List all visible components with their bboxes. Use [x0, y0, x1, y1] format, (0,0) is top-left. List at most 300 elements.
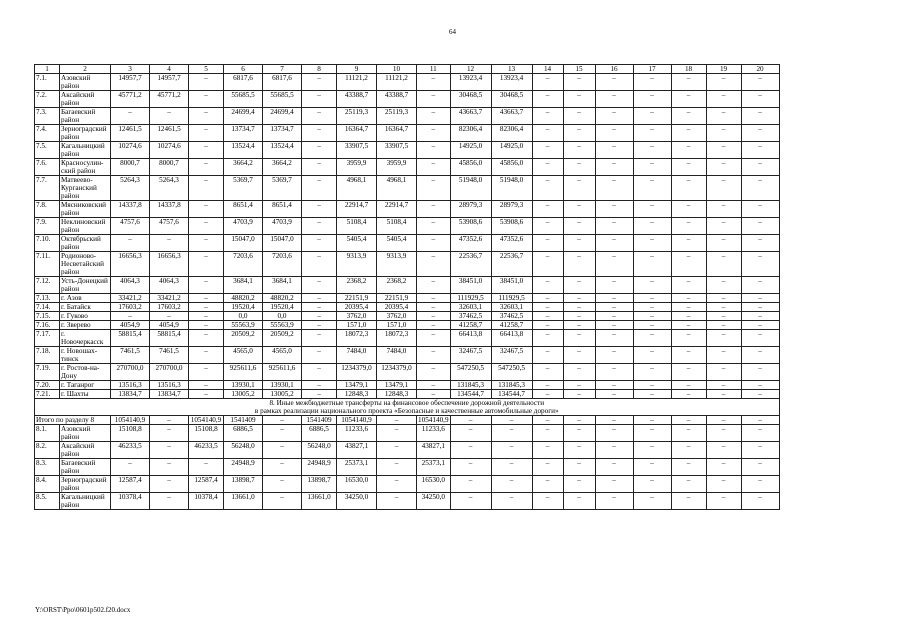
- value-cell: –: [633, 235, 671, 252]
- municipality-name: Октябрьский район: [60, 235, 111, 252]
- value-cell: –: [377, 476, 417, 493]
- value-cell: 7461,5: [111, 347, 150, 364]
- value-cell: 925611,6: [224, 364, 263, 381]
- column-number: 19: [706, 65, 741, 74]
- total-label: Итого по разделу 8: [35, 416, 111, 425]
- value-cell: 7484,0: [337, 347, 377, 364]
- value-cell: –: [595, 416, 633, 425]
- value-cell: 3959,9: [337, 159, 377, 176]
- value-cell: 547250,5: [450, 364, 491, 381]
- value-cell: –: [671, 159, 706, 176]
- value-cell: –: [150, 312, 189, 321]
- value-cell: –: [595, 364, 633, 381]
- value-cell: –: [189, 74, 224, 91]
- value-cell: 47352,6: [491, 235, 532, 252]
- value-cell: 8651,4: [263, 201, 302, 218]
- value-cell: –: [302, 159, 337, 176]
- value-cell: –: [706, 125, 741, 142]
- value-cell: –: [633, 142, 671, 159]
- value-cell: –: [532, 176, 563, 201]
- value-cell: –: [491, 425, 532, 442]
- value-cell: 270700,0: [150, 364, 189, 381]
- value-cell: –: [671, 321, 706, 330]
- value-cell: 37462,5: [491, 312, 532, 321]
- value-cell: 5264,3: [150, 176, 189, 201]
- value-cell: 82306,4: [491, 125, 532, 142]
- value-cell: –: [706, 235, 741, 252]
- value-cell: 7203,6: [224, 252, 263, 277]
- municipality-name: Зерноградский район: [60, 476, 111, 493]
- value-cell: –: [671, 277, 706, 294]
- value-cell: –: [532, 330, 563, 347]
- table-row: [35, 294, 780, 303]
- value-cell: 20509,2: [263, 330, 302, 347]
- value-cell: 34250,0: [417, 493, 451, 510]
- value-cell: –: [671, 493, 706, 510]
- value-cell: –: [563, 425, 595, 442]
- value-cell: –: [263, 493, 302, 510]
- table-row: [35, 312, 780, 321]
- value-cell: 13898,7: [224, 476, 263, 493]
- value-cell: –: [111, 459, 150, 476]
- value-cell: –: [741, 74, 779, 91]
- value-cell: –: [189, 218, 224, 235]
- value-cell: 13898,7: [302, 476, 337, 493]
- value-cell: –: [706, 425, 741, 442]
- municipality-name: г. Гуково: [60, 312, 111, 321]
- value-cell: 58815,4: [150, 330, 189, 347]
- value-cell: –: [741, 159, 779, 176]
- value-cell: –: [189, 347, 224, 364]
- value-cell: –: [563, 108, 595, 125]
- value-cell: 13834,7: [150, 390, 189, 399]
- value-cell: –: [532, 235, 563, 252]
- value-cell: –: [671, 294, 706, 303]
- value-cell: –: [532, 476, 563, 493]
- value-cell: –: [595, 235, 633, 252]
- value-cell: –: [189, 312, 224, 321]
- column-number: 16: [595, 65, 633, 74]
- value-cell: 4703,9: [263, 218, 302, 235]
- value-cell: –: [417, 125, 451, 142]
- value-cell: –: [633, 330, 671, 347]
- value-cell: –: [633, 312, 671, 321]
- value-cell: –: [563, 312, 595, 321]
- value-cell: –: [563, 159, 595, 176]
- value-cell: 66413,8: [491, 330, 532, 347]
- table-row: [35, 159, 780, 176]
- value-cell: –: [563, 294, 595, 303]
- value-cell: 13930,1: [224, 381, 263, 390]
- value-cell: 4757,6: [111, 218, 150, 235]
- value-cell: 20395,4: [337, 303, 377, 312]
- row-number: 8.3.: [35, 459, 60, 476]
- value-cell: 3762,0: [377, 312, 417, 321]
- value-cell: –: [633, 381, 671, 390]
- value-cell: –: [563, 442, 595, 459]
- value-cell: –: [706, 74, 741, 91]
- value-cell: –: [706, 277, 741, 294]
- value-cell: 4703,9: [224, 218, 263, 235]
- value-cell: –: [150, 476, 189, 493]
- value-cell: 14925,0: [491, 142, 532, 159]
- value-cell: 15108,8: [189, 425, 224, 442]
- column-number: 11: [417, 65, 451, 74]
- section-heading-line-1: 8. Иные межбюджетные трансферты на финансовое обеспечение дорожной деятельности: [269, 399, 545, 407]
- value-cell: 1234379,0: [337, 364, 377, 381]
- row-number: 7.4.: [35, 125, 60, 142]
- value-cell: –: [633, 125, 671, 142]
- value-cell: –: [532, 425, 563, 442]
- value-cell: –: [595, 321, 633, 330]
- value-cell: –: [741, 364, 779, 381]
- value-cell: 22914,7: [377, 201, 417, 218]
- value-cell: 12848,3: [377, 390, 417, 399]
- row-number: 7.9.: [35, 218, 60, 235]
- value-cell: –: [595, 312, 633, 321]
- value-cell: –: [302, 347, 337, 364]
- value-cell: –: [671, 91, 706, 108]
- value-cell: –: [595, 218, 633, 235]
- value-cell: 43827,1: [417, 442, 451, 459]
- column-number: 18: [671, 65, 706, 74]
- value-cell: –: [189, 321, 224, 330]
- value-cell: –: [189, 235, 224, 252]
- value-cell: –: [302, 142, 337, 159]
- value-cell: 3664,2: [224, 159, 263, 176]
- value-cell: –: [532, 390, 563, 399]
- value-cell: –: [450, 416, 491, 425]
- value-cell: 20395,4: [377, 303, 417, 312]
- value-cell: –: [633, 201, 671, 218]
- value-cell: –: [302, 390, 337, 399]
- value-cell: –: [302, 74, 337, 91]
- value-cell: –: [532, 321, 563, 330]
- value-cell: –: [595, 330, 633, 347]
- value-cell: –: [563, 330, 595, 347]
- value-cell: –: [741, 390, 779, 399]
- value-cell: 22151,9: [337, 294, 377, 303]
- value-cell: –: [563, 125, 595, 142]
- value-cell: –: [741, 321, 779, 330]
- value-cell: 24699,4: [224, 108, 263, 125]
- value-cell: –: [302, 235, 337, 252]
- table-row: [35, 108, 780, 125]
- value-cell: 2368,2: [377, 277, 417, 294]
- value-cell: 6817,6: [224, 74, 263, 91]
- value-cell: 16656,3: [111, 252, 150, 277]
- value-cell: –: [741, 459, 779, 476]
- row-number: 8.1.: [35, 425, 60, 442]
- value-cell: –: [706, 201, 741, 218]
- value-cell: 48820,2: [224, 294, 263, 303]
- value-cell: 16364,7: [337, 125, 377, 142]
- table-row: [35, 277, 780, 294]
- value-cell: 34250,0: [337, 493, 377, 510]
- table-row: [35, 176, 780, 201]
- row-number: 7.16.: [35, 321, 60, 330]
- value-cell: –: [633, 364, 671, 381]
- value-cell: –: [706, 416, 741, 425]
- value-cell: –: [417, 303, 451, 312]
- value-cell: –: [532, 459, 563, 476]
- value-cell: 0,0: [263, 312, 302, 321]
- value-cell: 45856,0: [450, 159, 491, 176]
- municipality-name: Багаевский район: [60, 459, 111, 476]
- value-cell: –: [563, 390, 595, 399]
- value-cell: 5108,4: [337, 218, 377, 235]
- value-cell: –: [111, 108, 150, 125]
- value-cell: –: [595, 303, 633, 312]
- value-cell: –: [671, 312, 706, 321]
- value-cell: 8000,7: [150, 159, 189, 176]
- value-cell: –: [532, 303, 563, 312]
- value-cell: –: [706, 91, 741, 108]
- value-cell: –: [633, 416, 671, 425]
- value-cell: 10378,4: [189, 493, 224, 510]
- value-cell: –: [741, 218, 779, 235]
- value-cell: 22536,7: [491, 252, 532, 277]
- value-cell: –: [532, 159, 563, 176]
- value-cell: 7484,0: [377, 347, 417, 364]
- value-cell: 55685,5: [224, 91, 263, 108]
- row-number: 8.5.: [35, 493, 60, 510]
- value-cell: –: [491, 459, 532, 476]
- value-cell: –: [532, 125, 563, 142]
- value-cell: –: [563, 493, 595, 510]
- value-cell: 11233,6: [337, 425, 377, 442]
- municipality-name: г. Азов: [60, 294, 111, 303]
- column-number: 10: [377, 65, 417, 74]
- value-cell: 17603,2: [150, 303, 189, 312]
- value-cell: –: [189, 201, 224, 218]
- value-cell: –: [595, 125, 633, 142]
- value-cell: –: [633, 294, 671, 303]
- column-number: 5: [189, 65, 224, 74]
- value-cell: –: [563, 91, 595, 108]
- value-cell: –: [595, 277, 633, 294]
- value-cell: –: [532, 312, 563, 321]
- value-cell: 131845,3: [491, 381, 532, 390]
- value-cell: –: [595, 159, 633, 176]
- value-cell: –: [633, 493, 671, 510]
- value-cell: –: [706, 364, 741, 381]
- municipality-name: Багаевский район: [60, 108, 111, 125]
- table-row: [35, 364, 780, 381]
- column-number: 4: [150, 65, 189, 74]
- municipality-name: Кагальницкий район: [60, 493, 111, 510]
- value-cell: –: [377, 425, 417, 442]
- value-cell: –: [706, 381, 741, 390]
- value-cell: 12587,4: [189, 476, 224, 493]
- value-cell: –: [302, 330, 337, 347]
- value-cell: –: [189, 390, 224, 399]
- value-cell: 28979,3: [491, 201, 532, 218]
- value-cell: –: [532, 381, 563, 390]
- value-cell: –: [417, 381, 451, 390]
- value-cell: –: [450, 425, 491, 442]
- value-cell: –: [633, 442, 671, 459]
- total-row: [35, 416, 780, 425]
- row-number: 7.11.: [35, 252, 60, 277]
- municipality-name: г. Новочеркасск: [60, 330, 111, 347]
- table-row: [35, 321, 780, 330]
- value-cell: –: [741, 294, 779, 303]
- value-cell: 4757,6: [150, 218, 189, 235]
- value-cell: 11121,2: [377, 74, 417, 91]
- section-heading-row: [35, 399, 780, 416]
- value-cell: –: [633, 347, 671, 364]
- value-cell: 13524,4: [224, 142, 263, 159]
- value-cell: –: [671, 303, 706, 312]
- value-cell: –: [377, 442, 417, 459]
- table-row: [35, 390, 780, 399]
- value-cell: –: [595, 459, 633, 476]
- value-cell: 33907,5: [337, 142, 377, 159]
- value-cell: –: [150, 108, 189, 125]
- value-cell: 48820,2: [263, 294, 302, 303]
- municipality-name: г. Шахты: [60, 390, 111, 399]
- value-cell: –: [377, 459, 417, 476]
- value-cell: 56248,0: [302, 442, 337, 459]
- value-cell: –: [633, 159, 671, 176]
- municipality-name: г. Ростов-на-Дону: [60, 364, 111, 381]
- value-cell: 20509,2: [224, 330, 263, 347]
- table-row: [35, 347, 780, 364]
- value-cell: –: [706, 294, 741, 303]
- row-number: 7.10.: [35, 235, 60, 252]
- value-cell: –: [150, 442, 189, 459]
- value-cell: 43388,7: [337, 91, 377, 108]
- value-cell: –: [633, 74, 671, 91]
- value-cell: –: [302, 218, 337, 235]
- value-cell: 33421,2: [150, 294, 189, 303]
- value-cell: 51948,0: [450, 176, 491, 201]
- row-number: 7.5.: [35, 142, 60, 159]
- value-cell: –: [595, 476, 633, 493]
- value-cell: 46233,5: [189, 442, 224, 459]
- value-cell: –: [741, 108, 779, 125]
- value-cell: –: [417, 330, 451, 347]
- column-number: 9: [337, 65, 377, 74]
- municipality-name: Аксайский район: [60, 91, 111, 108]
- value-cell: –: [563, 201, 595, 218]
- value-cell: –: [417, 312, 451, 321]
- value-cell: –: [671, 74, 706, 91]
- value-cell: –: [417, 364, 451, 381]
- value-cell: –: [741, 312, 779, 321]
- value-cell: –: [491, 493, 532, 510]
- value-cell: 2368,2: [337, 277, 377, 294]
- value-cell: 15047,0: [224, 235, 263, 252]
- value-cell: 4565,0: [224, 347, 263, 364]
- value-cell: –: [189, 252, 224, 277]
- table-row: [35, 442, 780, 459]
- value-cell: 5108,4: [377, 218, 417, 235]
- value-cell: 8651,4: [224, 201, 263, 218]
- value-cell: –: [532, 201, 563, 218]
- value-cell: –: [595, 347, 633, 364]
- value-cell: –: [189, 176, 224, 201]
- value-cell: 12461,5: [150, 125, 189, 142]
- value-cell: –: [671, 201, 706, 218]
- value-cell: –: [563, 74, 595, 91]
- value-cell: 30468,5: [491, 91, 532, 108]
- value-cell: –: [189, 108, 224, 125]
- column-number: 3: [111, 65, 150, 74]
- value-cell: 9313,9: [337, 252, 377, 277]
- value-cell: 6817,6: [263, 74, 302, 91]
- value-cell: –: [595, 381, 633, 390]
- value-cell: –: [189, 125, 224, 142]
- value-cell: –: [563, 364, 595, 381]
- value-cell: 58815,4: [111, 330, 150, 347]
- value-cell: 13005,2: [263, 390, 302, 399]
- value-cell: –: [671, 108, 706, 125]
- value-cell: –: [595, 108, 633, 125]
- value-cell: –: [302, 312, 337, 321]
- value-cell: 38451,0: [491, 277, 532, 294]
- value-cell: 8000,7: [111, 159, 150, 176]
- value-cell: –: [302, 303, 337, 312]
- value-cell: 16656,3: [150, 252, 189, 277]
- budget-table: [34, 64, 780, 510]
- value-cell: –: [741, 381, 779, 390]
- value-cell: 16530,0: [337, 476, 377, 493]
- value-cell: –: [189, 142, 224, 159]
- value-cell: –: [671, 252, 706, 277]
- value-cell: –: [671, 142, 706, 159]
- column-number: 15: [563, 65, 595, 74]
- value-cell: 15108,8: [111, 425, 150, 442]
- value-cell: 10274,6: [111, 142, 150, 159]
- value-cell: –: [417, 390, 451, 399]
- value-cell: –: [741, 493, 779, 510]
- value-cell: 3684,1: [224, 277, 263, 294]
- municipality-name: Азовский район: [60, 74, 111, 91]
- value-cell: –: [706, 459, 741, 476]
- table-row: [35, 303, 780, 312]
- value-cell: 7461,5: [150, 347, 189, 364]
- value-cell: 16364,7: [377, 125, 417, 142]
- column-number: 6: [224, 65, 263, 74]
- value-cell: –: [633, 321, 671, 330]
- municipality-name: г. Таганрог: [60, 381, 111, 390]
- value-cell: 33421,2: [111, 294, 150, 303]
- row-number: 7.8.: [35, 201, 60, 218]
- value-cell: –: [302, 252, 337, 277]
- column-number: 7: [263, 65, 302, 74]
- municipality-name: Зерноградский район: [60, 125, 111, 142]
- value-cell: –: [532, 416, 563, 425]
- municipality-name: Красносулин-ский район: [60, 159, 111, 176]
- municipality-name: г. Новошах-тинск: [60, 347, 111, 364]
- value-cell: 14957,7: [150, 74, 189, 91]
- value-cell: –: [706, 347, 741, 364]
- value-cell: –: [532, 442, 563, 459]
- value-cell: –: [741, 235, 779, 252]
- value-cell: –: [532, 294, 563, 303]
- value-cell: –: [595, 176, 633, 201]
- value-cell: –: [417, 176, 451, 201]
- value-cell: 1054140,9: [418, 416, 449, 424]
- value-cell: 13661,0: [224, 493, 263, 510]
- value-cell: 1234379,0: [377, 364, 417, 381]
- footer-file-path: Y:\ORST\Ppo\0601p502.f20.docx: [35, 606, 131, 614]
- value-cell: –: [671, 459, 706, 476]
- table-row: [35, 218, 780, 235]
- value-cell: –: [189, 303, 224, 312]
